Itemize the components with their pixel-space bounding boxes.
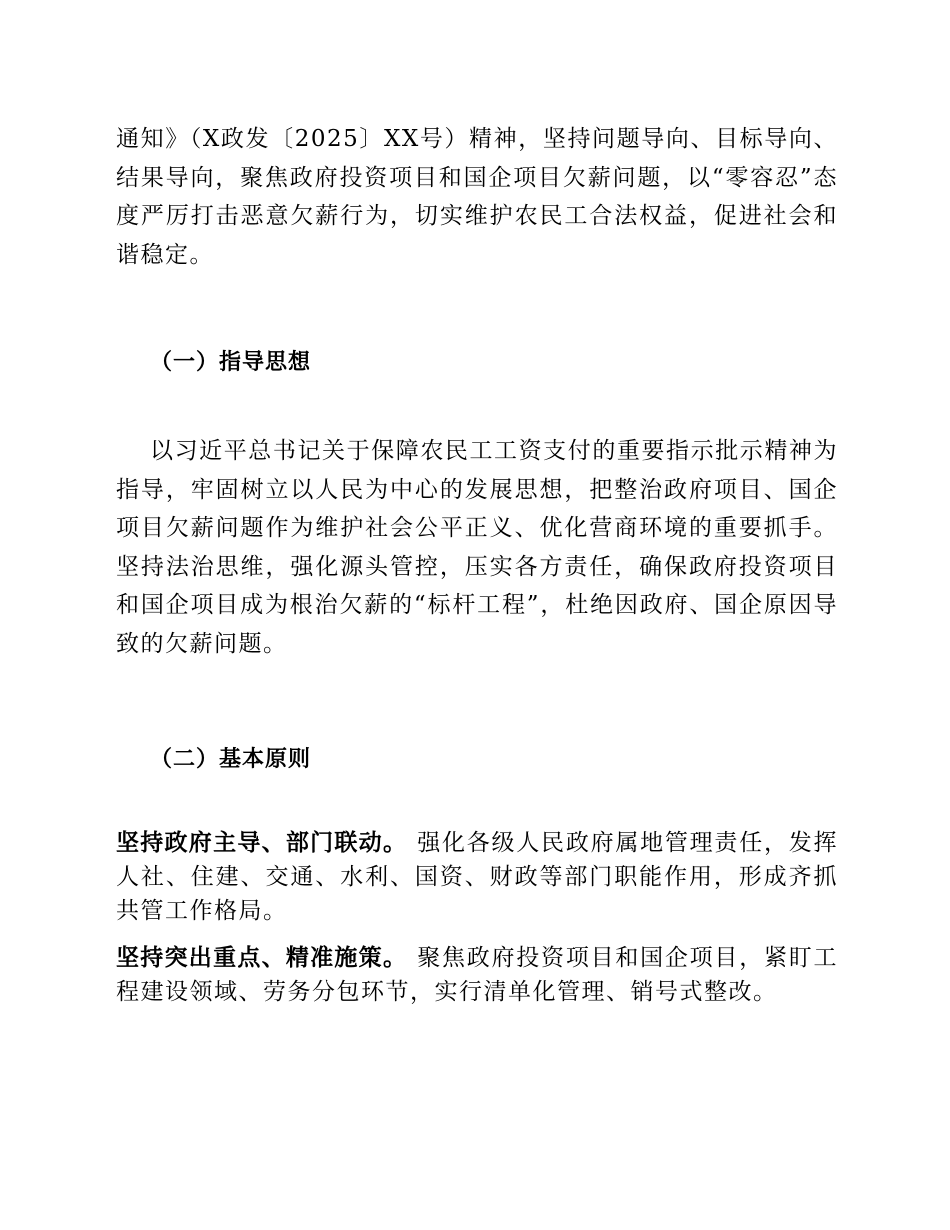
principle-body: 聚焦政府投资项目和国企项目，紧盯工程建设领域、劳务分包环节，实行清单化管理、销号式整改。 xyxy=(116,945,839,1005)
principle-item xyxy=(116,826,838,928)
principle-body: 强化各级人民政府属地管理责任，发挥人社、住建、交通、水利、国资、财政等部门职能作用，形成齐抓共管工作格局。 xyxy=(116,830,839,924)
guiding-ideology-paragraph: 以习近平总书记关于保障农民工工资支付的重要指示批示精神为指导，牢固树立以人民为中心的发展思想，把整治政府项目、国企项目欠薪问题作为维护社会公平正义、优化营商环境的重要抓手。坚持法治思维，强化源头管控，压实各方责任，确保政府投资项目和国企项目成为根治欠薪的“标杆工程”，杜绝因政府、国企原因导致的欠薪问题。 xyxy=(116,438,838,657)
section-heading-basic-principles: （二）基本原则 xyxy=(150,746,312,772)
section-heading-guiding-ideology: （一）指导思想 xyxy=(150,349,312,375)
intro-paragraph: 通知》（X政发〔2025〕XX号）精神，坚持问题导向、目标导向、结果导向，聚焦政府投资项目和国企项目欠薪问题，以“零容忍”态度严厉打击恶意欠薪行为，切实维护农民工合法权益，促进社会和谐稳定。 xyxy=(116,126,838,268)
principle-item xyxy=(116,941,838,1009)
principle-title: 坚持突出重点、精准施策。 xyxy=(116,944,408,971)
principle-title: 坚持政府主导、部门联动。 xyxy=(116,829,408,856)
